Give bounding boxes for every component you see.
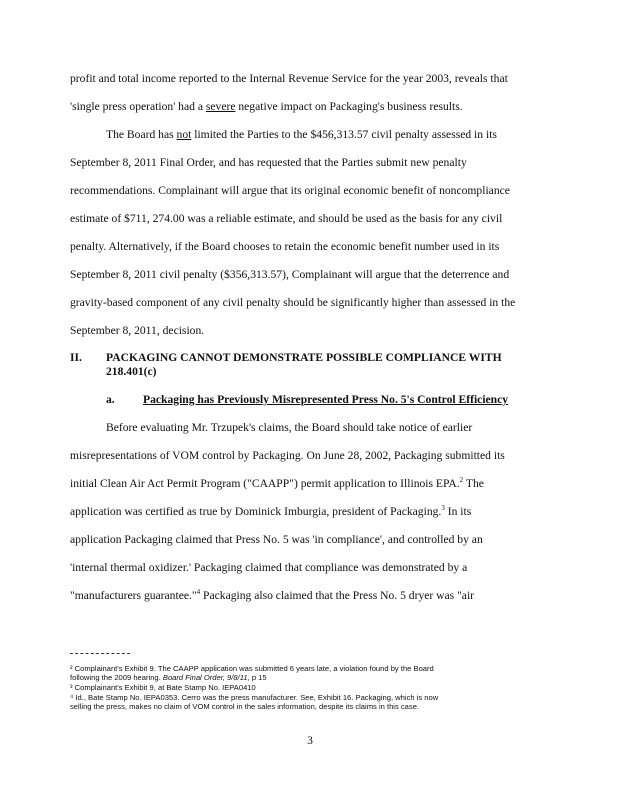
footnote-line: ³ Complainant's Exhibit 9, at Bate Stamp No. IEPA0410 [70, 683, 256, 692]
footnote-ref[interactable]: 4 [196, 588, 201, 596]
underlined-word: not [176, 128, 192, 141]
text-span: Packaging also claimed that the Press No. 5 dryer was "air [200, 589, 475, 602]
footnote-ref[interactable]: 2 [459, 476, 464, 484]
paragraph-line [70, 505, 550, 519]
text-span: The [463, 477, 484, 490]
paragraph-line: September 8, 2011 civil penalty ($356,313.57), Complainant will argue that the deterrence and [70, 268, 510, 281]
footnote-line: selling the press, makes no claim of VOM control in the sales information, despite its claims in this case. [70, 702, 420, 711]
text-span: following the 2009 hearing. [70, 673, 163, 682]
text-span: 'single press operation' had a [70, 100, 206, 113]
footnote-ref[interactable]: 3 [441, 504, 445, 512]
footnote-line: ⁴ Id., Bate Stamp No. IEPA0353. Cerro was the press manufacturer. See, Exhibit 16. Packaging, which is now [70, 693, 439, 702]
paragraph-line: gravity-based component of any civil penalty should be significantly higher than assessed in the [70, 296, 516, 309]
text-span: "manufacturers guarantee." [70, 589, 197, 602]
footnote-line: ² Complainant's Exhibit 9. The CAAPP application was submitted 6 years late, a violation found by the Board [70, 664, 434, 673]
paragraph-line: recommendations. Complainant will argue that its original economic benefit of noncompliance [70, 184, 510, 197]
page-number: 3 [307, 734, 313, 747]
text-span: p 15 [249, 673, 267, 682]
paragraph-line [106, 128, 586, 142]
paragraph-line: misrepresentations of VOM control by Packaging. On June 28, 2002, Packaging submitted its [70, 449, 505, 462]
text-span: The Board has [106, 128, 177, 141]
paragraph-line [70, 589, 550, 603]
paragraph-line: application Packaging claimed that Press No. 5 was 'in compliance', and controlled by an [70, 533, 483, 546]
paragraph-line: September 8, 2011 Final Order, and has requested that the Parties submit new penalty [70, 156, 467, 169]
paragraph-line: estimate of $711, 274.00 was a reliable estimate, and should be used as the basis for any civil [70, 212, 503, 225]
section-heading-line: 218.401(c) [106, 365, 157, 378]
paragraph-line: 'internal thermal oxidizer.' Packaging claimed that compliance was demonstrated by a [70, 561, 468, 574]
paragraph-line [70, 100, 550, 114]
paragraph-line: profit and total income reported to the Internal Revenue Service for the year 2003, reveals that [70, 72, 508, 85]
text-span: initial Clean Air Act Permit Program ("CAAPP") permit application to Illinois EPA. [70, 477, 460, 490]
text-span: negative impact on Packaging's business results. [235, 100, 463, 113]
text-span: limited the Parties to the $456,313.57 civil penalty assessed in its [191, 128, 497, 141]
footnote-line [70, 673, 550, 683]
paragraph-line [70, 477, 550, 491]
paragraph-line: September 8, 2011, decision. [70, 324, 205, 337]
citation-italic: Board Final Order, 9/8/11, [162, 673, 250, 682]
section-heading-line: PACKAGING CANNOT DEMONSTRATE POSSIBLE COMPLIANCE WITH [106, 351, 502, 364]
subsection-letter: a. [106, 393, 115, 406]
underlined-word: severe [205, 100, 236, 113]
text-span: In its [444, 505, 472, 518]
subsection-heading: Packaging has Previously Misrepresented Press No. 5's Control Efficiency [143, 393, 509, 406]
text-span: application was certified as true by Dominick Imburgia, president of Packaging. [70, 505, 442, 518]
paragraph-line: Before evaluating Mr. Trzupek's claims, the Board should take notice of earlier [106, 421, 473, 434]
section-number: II. [70, 351, 82, 364]
paragraph-line: penalty. Alternatively, if the Board chooses to retain the economic benefit number used in its [70, 240, 500, 253]
footnote-divider [70, 653, 130, 654]
